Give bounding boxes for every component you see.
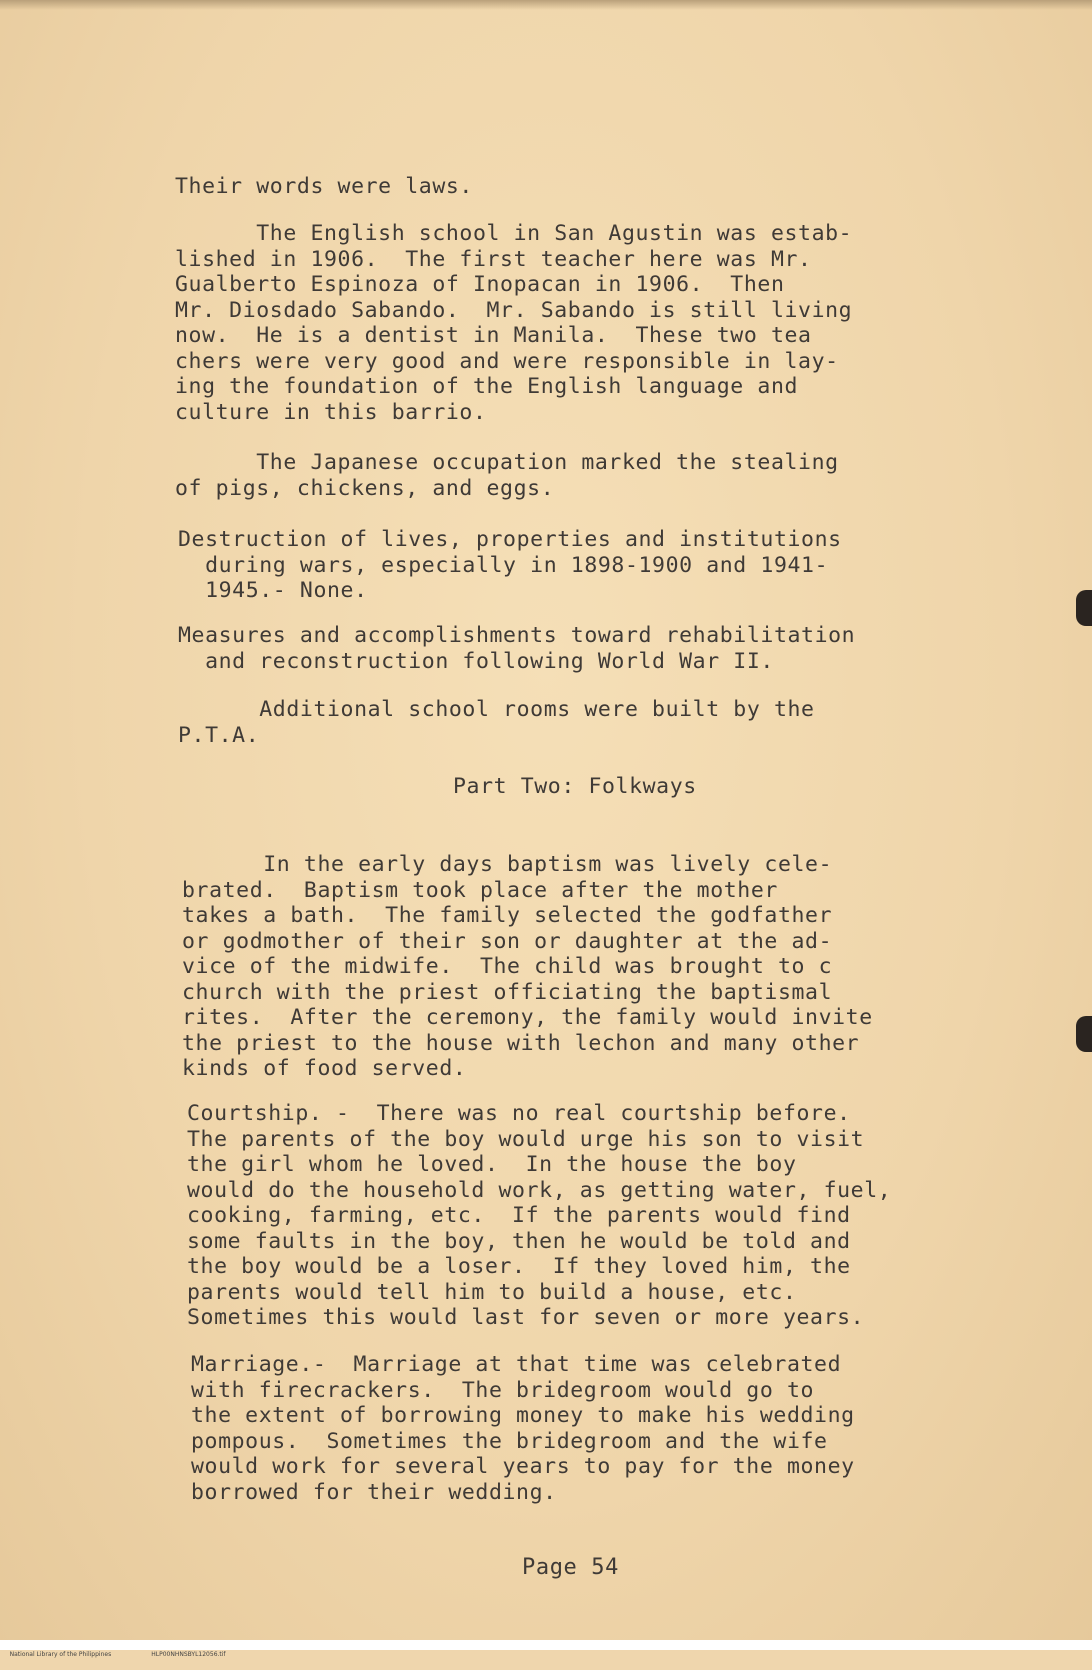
- paragraph-measures: Measures and accomplishments toward rehabilitation and reconstruction following World War II.: [178, 623, 856, 674]
- paragraph-english-school: The English school in San Agustin was estab- lished in 1906. The first teacher here was Mr. Gualberto Espinoza of Inopacan in 1906. Then Mr. Diosdado Sabando. Mr. Sabando is still living now. He is a dentist in Manila. These two tea chers were very good and were responsible in lay- ing the foundation of the English language and culture in this barrio.: [175, 221, 853, 425]
- scan-footer: [0, 1640, 1092, 1658]
- scan-top-edge: [0, 0, 1092, 10]
- binder-clip-mark: [1076, 590, 1092, 626]
- paragraph-japanese-occupation: The Japanese occupation marked the stealing of pigs, chickens, and eggs.: [175, 450, 839, 501]
- paragraph-marriage: Marriage.- Marriage at that time was celebrated with firecrackers. The bridegroom would go to the extent of borrowing money to make his wedding pompous. Sometimes the bridegroom and the wife would work for several years to pay for the money borrowed for their wedding.: [191, 1352, 855, 1505]
- page-number: Page 54: [522, 1555, 619, 1580]
- section-heading: Part Two: Folkways: [453, 774, 697, 799]
- paragraph-courtship: Courtship. - There was no real courtship before. The parents of the boy would urge his son to visit the girl whom he loved. In the house the boy would do the household work, as getting water, fuel, cooking, farming, etc. If the parents would find some faults in the boy, then he would be told and the boy would be a loser. If they loved him, the parents would tell him to build a house, etc. Sometimes this would last for seven or more years.: [187, 1101, 892, 1330]
- paragraph-destruction: Destruction of lives, properties and institutions during wars, especially in 1898-1900 and 1941- 1945.- None.: [178, 527, 842, 603]
- binder-clip-mark: [1076, 1016, 1092, 1052]
- footer-file-id: HLP00NHNSBYL12056.tif: [151, 1651, 226, 1658]
- footer-library: National Library of the Philippines: [9, 1651, 112, 1658]
- paragraph-baptism: In the early days baptism was lively cele- brated. Baptism took place after the mother takes a bath. The family selected the godfather or godmother of their son or daughter at the ad- vice of the midwife. The child was brought to c church with the priest officiating the baptismal rites. After the ceremony, the family would invite the priest to the house with lechon and many other kinds of food served.: [182, 852, 873, 1081]
- paragraph-pta: Additional school rooms were built by the P.T.A.: [178, 697, 815, 748]
- paragraph-laws: Their words were laws.: [175, 174, 473, 199]
